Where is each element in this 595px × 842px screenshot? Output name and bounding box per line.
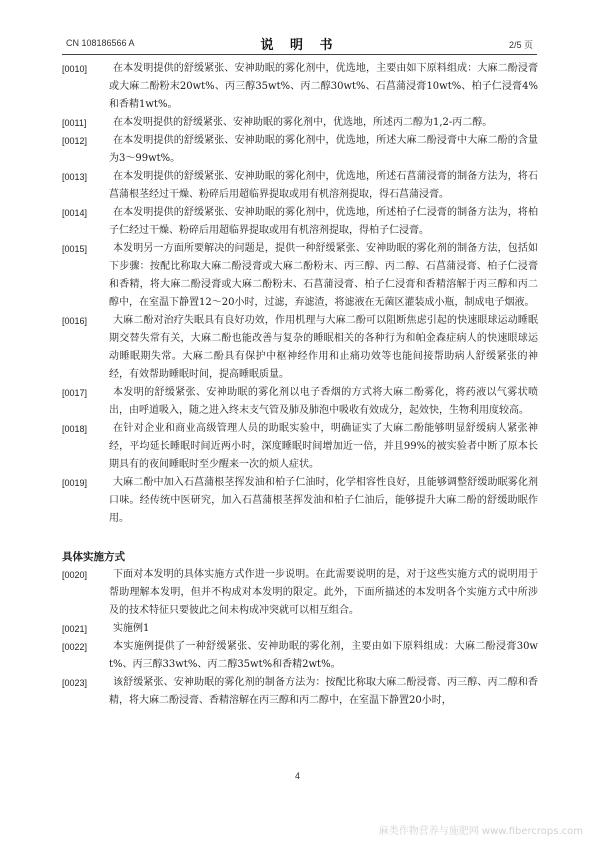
paragraph-list-bottom <box>62 566 538 710</box>
paragraph-text: 本实施例提供了一种舒缓紧张、安神助眠的雾化剂，主要由如下原料组成：大麻二酚浸膏30wt%、丙三醇33wt%、丙二醇35wt%和香精2wt%。 <box>109 641 538 670</box>
paragraph-text: 大麻二酚中加入石菖蒲根茎挥发油和柏子仁油时，化学相容性良好，且能够调整舒缓助眠雾化剂口味。经传统中医研究，加入石菖蒲根茎挥发油和柏子仁油后，能够提升大麻二酚的舒缓助眠作用。 <box>109 477 538 524</box>
section-heading: 具体实施方式 <box>62 551 125 563</box>
paragraph <box>62 566 538 620</box>
page-number: 4 <box>294 771 300 781</box>
paragraph-text: 在本发明提供的舒缓紧张、安神助眠的雾化剂中，优选地，所述丙二醇为1,2-丙二醇。 <box>113 117 493 128</box>
watermark: 麻类作物营养与施肥网 www.fibercrops.com <box>378 826 583 837</box>
paragraph <box>62 114 538 132</box>
paragraph-number: [0016] <box>62 316 88 326</box>
paragraph-text: 在针对企业和商业高级管理人员的助眠实验中，明确证实了大麻二酚能够明显舒缓病人紧张神经，平均延长睡眠时间近两小时，深度睡眠时间增加近一倍，并且99%的被实验者中断了原本长期具有的夜间睡眠时至少醒来一次的烦人症状。 <box>109 423 538 470</box>
paragraph-number: [0023] <box>62 678 88 688</box>
paragraph <box>62 240 538 312</box>
paragraph-number: [0011] <box>62 118 87 128</box>
paragraph-number: [0014] <box>62 208 88 218</box>
paragraph-number: [0012] <box>62 136 88 146</box>
paragraph-number: [0018] <box>62 424 88 434</box>
paragraph-text: 下面对本发明的具体实施方式作进一步说明。在此需要说明的是，对于这些实施方式的说明用于帮助理解本发明，但并不构成对本发明的限定。此外，下面所描述的本发明各个实施方式中所涉及的技术特征只要彼此之间未构成冲突就可以相互组合。 <box>109 569 538 616</box>
paragraph-number: [0017] <box>62 388 88 398</box>
header-divider <box>62 54 537 55</box>
paragraph-number: [0021] <box>62 624 88 634</box>
paragraph-text: 大麻二酚对治疗失眠具有良好功效，作用机理与大麻二酚可以阻断焦虑引起的快速眼球运动睡眠期交替失常有关，大麻二酚也能改善与复杂的睡眠相关的各种行为和帕金森症病人的快速眼球运动睡眠期失常。大麻二酚具有保护中枢神经作用和止痛功效等也能间接帮助病人舒缓紧张的神经，有效帮助睡眠时间，提高睡眠质量。 <box>109 315 538 380</box>
page-header <box>66 34 533 54</box>
document-id: CN 108186566 A <box>66 38 135 48</box>
page-title: 说 明 书 <box>260 38 339 53</box>
paragraph-text: 本发明的舒缓紧张、安神助眠的雾化剂以电子香烟的方式将大麻二酚雾化，将药液以气雾状喷出，由呼道吸入，随之进入终末支气管及肺及肺泡中吸收有效成分，起效快，生物利用度较高。 <box>109 387 538 416</box>
paragraph-number: [0022] <box>62 642 88 652</box>
paragraph <box>62 420 538 474</box>
paragraph <box>62 204 538 240</box>
paragraph <box>62 620 538 638</box>
paragraph <box>62 638 538 674</box>
paragraph-number: [0010] <box>62 64 88 74</box>
paragraph-text: 该舒缓紧张、安神助眠的雾化剂的制备方法为：按配比称取大麻二酚浸膏、丙三醇、丙二醇和香精，将大麻二酚浸膏、香精溶解在丙三醇和丙二醇中，在室温下静置20小时， <box>109 677 538 706</box>
paragraph <box>62 132 538 168</box>
paragraph-text: 在本发明提供的舒缓紧张、安神助眠的雾化剂中，优选地，所述柏子仁浸膏的制备方法为，将柏子仁经过干燥、粉碎后用超临界提取或用有机溶剂提取，得柏子仁浸膏。 <box>109 207 538 236</box>
paragraph <box>62 674 538 710</box>
paragraph-text: 在本发明提供的舒缓紧张、安神助眠的雾化剂中，优选地，所述大麻二酚浸膏中大麻二酚的含量为3～99wt%。 <box>109 135 538 164</box>
paragraph-text: 本发明另一方面所要解决的问题是，提供一种舒缓紧张、安神助眠的雾化剂的制备方法，包括如下步骤：按配比称取大麻二酚浸膏或大麻二酚粉末、丙三醇、丙二醇、石菖蒲浸膏、柏子仁浸膏和香精，将大麻二酚浸膏或大麻二酚粉末、石菖蒲浸膏、柏子仁浸膏和香精溶解于丙三醇和丙二醇中，在室温下静置12～20小时，过滤，弃滤渣，将滤液在无菌区灌装成小瓶，制成电子烟液。 <box>109 243 538 308</box>
paragraph <box>62 168 538 204</box>
paragraph <box>62 60 538 114</box>
paragraph-text: 在本发明提供的舒缓紧张、安神助眠的雾化剂中，优选地，主要由如下原料组成：大麻二酚浸膏或大麻二酚粉末20wt%、丙三醇35wt%、丙二醇30wt%、石菖蒲浸膏10wt%、柏子仁浸膏4%和香精1wt%。 <box>109 63 538 110</box>
paragraph <box>62 474 538 528</box>
paragraph <box>62 312 538 384</box>
paragraph-text: 实施例1 <box>113 623 150 634</box>
paragraph-number: [0019] <box>62 478 88 488</box>
paragraph-list-top <box>62 60 538 528</box>
paragraph-number: [0013] <box>62 172 88 182</box>
paragraph-number: [0020] <box>62 570 88 580</box>
paragraph-text: 在本发明提供的舒缓紧张、安神助眠的雾化剂中，优选地，所述石菖蒲浸膏的制备方法为，将石菖蒲根茎经过干燥、粉碎后用超临界提取或用有机溶剂提取，得石菖蒲浸膏。 <box>109 171 538 200</box>
page-count: 2/5 页 <box>508 40 533 50</box>
paragraph-number: [0015] <box>62 244 88 254</box>
document-body <box>62 60 538 710</box>
paragraph <box>62 384 538 420</box>
